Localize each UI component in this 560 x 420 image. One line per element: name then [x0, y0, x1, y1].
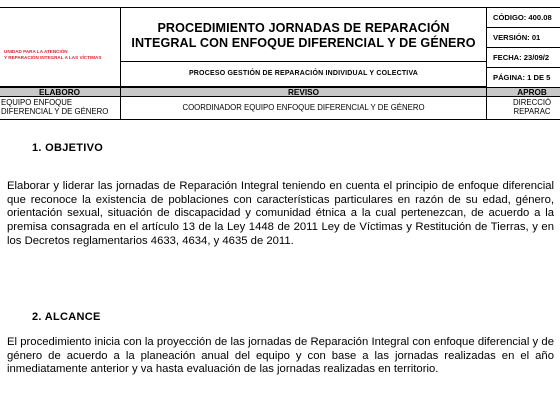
elaboro-value: [0, 96, 121, 120]
date-cell: [486, 47, 560, 68]
objetivo-paragraph: Elaborar y liderar las jornadas de Reparación Integral teniendo en cuenta el principio de enfoque diferencial que reconoce la existencia de poblaciones con características particulares en razón de su edad, género, orientación sexual, situación de discapacidad y comunidad étnica a la cual pertenezcan, de acuerdo a la premisa consagrada en el artículo 13 de la Ley 1448 de 2011 Ley de Víctimas y Restitución de Tierras, y en los Decretos reglamentarios 4633, 4634, y 4635 de 2011.: [7, 180, 554, 247]
alcance-paragraph: El procedimiento inicia con la proyección de las jornadas de Reparación Integral con enfoque diferencial y de género de acuerdo a la planeación anual del equipo y con base a las jornadas realizadas en el año inmediatamente anterior y va hasta evaluación de las jornadas realizadas en territorio.: [7, 336, 554, 376]
logo-line-1: UNIDAD PARA LA ATENCIÓN: [4, 49, 68, 54]
elaboro-label: ELABORO: [0, 87, 121, 97]
page-number-cell: [486, 67, 560, 88]
alcance-heading: 2. ALCANCE: [32, 311, 101, 323]
document-code: CÓDIGO: 400.08: [493, 13, 552, 22]
document-date: FECHA: 23/09/2: [493, 53, 550, 62]
objetivo-heading: 1. OBJETIVO: [32, 142, 104, 154]
logo-line-2: Y REPARACIÓN INTEGRAL A LAS VÍCTIMAS: [4, 55, 102, 60]
document-title-line-1: PROCEDIMIENTO JORNADAS DE REPARACIÓN: [157, 21, 450, 35]
elaboro-value-line-2: DIFERENCIAL Y DE GÉNERO: [1, 107, 109, 116]
reviso-value: COORDINADOR EQUIPO ENFOQUE DIFERENCIAL Y DE GÉNERO: [120, 96, 487, 120]
elaboro-value-line-1: EQUIPO ENFOQUE: [1, 98, 73, 107]
document-header-table: [0, 7, 560, 125]
document-title-cell: [120, 7, 487, 62]
logo-cell: [0, 7, 121, 87]
version-cell: [486, 27, 560, 48]
process-name: PROCESO GESTIÓN DE REPARACIÓN INDIVIDUAL Y COLECTIVA: [188, 70, 419, 77]
document-title-line-2: INTEGRAL CON ENFOQUE DIFERENCIAL Y DE GÉNERO: [131, 36, 476, 50]
aprobo-value: [486, 96, 560, 120]
organization-logo-text: [4, 49, 101, 61]
reviso-label: REVISO: [120, 87, 487, 97]
aprobo-label: APROB: [486, 87, 560, 97]
aprobo-value-line-1: DIRECCIÓ: [512, 98, 552, 107]
document-title: [121, 21, 486, 51]
code-cell: [486, 7, 560, 28]
page-number: PÁGINA: 1 DE 5: [493, 73, 551, 82]
document-version: VERSIÓN: 01: [493, 33, 541, 42]
process-name-cell: [120, 61, 487, 87]
aprobo-value-line-2: REPARAC: [513, 107, 551, 116]
